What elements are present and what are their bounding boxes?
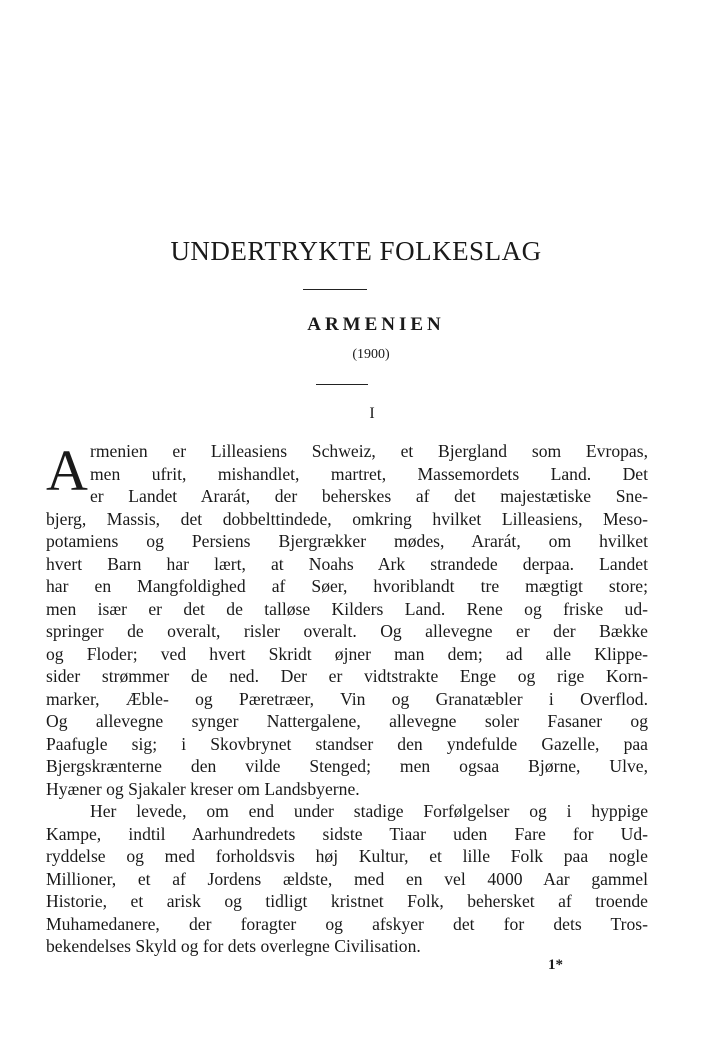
text-line: rmenien er Lilleasiens Schweiz, et Bjergland som Evropas, [90, 441, 648, 461]
text-line: men især er det de talløse Kilders Land. Rene og friske ud- [46, 598, 648, 619]
text-line: Kampe, indtil Aarhundredets sidste Tiaar uden Fare for Ud- [46, 823, 648, 844]
text-line: bekendelses Skyld og for dets overlegne Civilisation. [46, 936, 421, 956]
chapter-year: (1900) [352, 347, 390, 362]
text-line: ryddelse og med forholdsvis høj Kultur, et lille Folk paa nogle [46, 846, 648, 866]
text-line: hvert Barn har lært, at Noahs Ark strandede derpaa. Landet [46, 553, 648, 574]
text-line: Paafugle sig; i Skovbrynet standser den yndefulde Gazelle, paa [46, 733, 648, 754]
text-line: Muhamedanere, der foragter og afskyer det for dets Tros- [46, 913, 648, 934]
text-line: bjerg, Massis, det dobbelttindede, omkring hvilket Lilleasiens, Meso- [46, 508, 648, 529]
text-line: men ufrit, mishandlet, martret, Massemordets Land. Det [90, 463, 648, 484]
text-line: har en Mangfoldighed af Søer, hvoriblandt tre mægtigt store; [46, 576, 648, 596]
text-line: potamiens og Persiens Bjergrækker mødes, Ararát, om hvilket [46, 531, 648, 551]
text-line: sider strømmer de ned. Der er vidtstrakte Enge og rige Korn- [46, 666, 648, 686]
title-divider [303, 289, 367, 290]
text-line: springer de overalt, risler overalt. Og allevegne er der Bække [46, 621, 648, 641]
text-line: marker, Æble- og Pæretræer, Vin og Granatæbler i Overflod. [46, 688, 648, 709]
paragraph-1 [46, 440, 648, 800]
text-line: Her levede, om end under stadige Forfølgelser og i hyppige [90, 801, 648, 821]
chapter-divider [316, 384, 368, 385]
text-line: Hyæner og Sjakaler kreser om Landsbyerne. [46, 778, 360, 799]
text-line: Millioner, et af Jordens ældste, med en vel 4000 Aar gammel [46, 868, 648, 889]
text-line: og Floder; ved hvert Skridt øjner man dem; ad alle Klippe- [46, 643, 648, 664]
body-text [46, 440, 648, 958]
text-line: er Landet Ararát, der beherskes af det majestætiske Sne- [90, 486, 648, 506]
book-title: UNDERTRYKTE FOLKESLAG [170, 236, 542, 266]
paragraph-2 [46, 800, 648, 958]
drop-cap: A [46, 438, 88, 503]
text-line: Historie, et arisk og tidligt kristnet Folk, behersket af troende [46, 891, 648, 911]
chapter-title: ARMENIEN [307, 314, 445, 335]
section-number: I [369, 405, 375, 422]
text-line: Og allevegne synger Nattergalene, allevegne soler Fasaner og [46, 711, 648, 731]
text-line: Bjergskrænterne den vilde Stenged; men ogsaa Bjørne, Ulve, [46, 756, 648, 776]
page-number: 1* [548, 957, 563, 973]
